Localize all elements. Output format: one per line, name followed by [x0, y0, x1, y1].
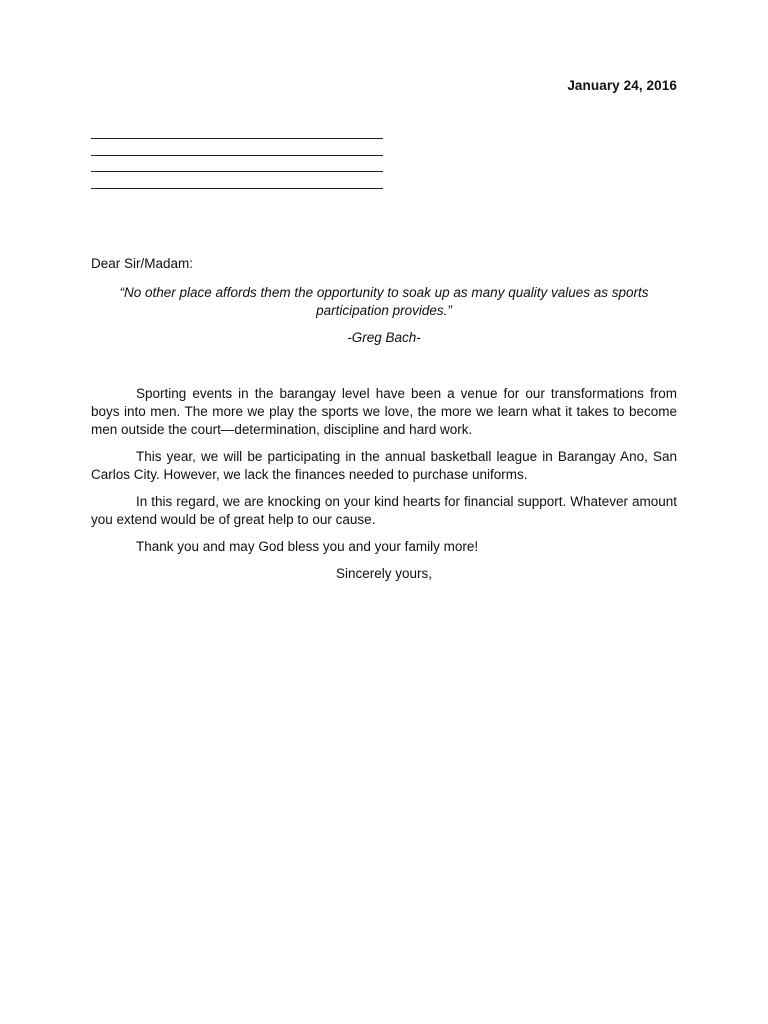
- address-blank-line: [91, 188, 383, 189]
- quote-author: -Greg Bach-: [347, 330, 421, 345]
- recipient-address-blank-lines: [91, 138, 383, 204]
- body-paragraph-3: In this regard, we are knocking on your kind hearts for financial support. Whatever amount you extend would be of great help to our cause.: [91, 494, 677, 527]
- closing-line: Sincerely yours,: [335, 566, 433, 581]
- salutation: Dear Sir/Madam:: [91, 256, 194, 271]
- body-paragraph-1: Sporting events in the barangay level have been a venue for our transformations from boys into men. The more we play the sports we love, the more we learn what it takes to become men outside the court—determination, discipline and hard work.: [91, 386, 677, 437]
- opening-quote: “No other place affords them the opportunity to soak up as many quality values as sports participation provides.”: [119, 285, 649, 318]
- address-blank-line: [91, 171, 383, 172]
- address-blank-line: [91, 138, 383, 139]
- letter-date: January 24, 2016: [567, 78, 677, 93]
- body-paragraph-4: Thank you and may God bless you and your family more!: [136, 539, 479, 554]
- body-paragraph-2: This year, we will be participating in the annual basketball league in Barangay Ano, San Carlos City. However, we lack the finances needed to purchase uniforms.: [91, 449, 677, 482]
- address-blank-line: [91, 155, 383, 156]
- letter-body: [91, 385, 677, 583]
